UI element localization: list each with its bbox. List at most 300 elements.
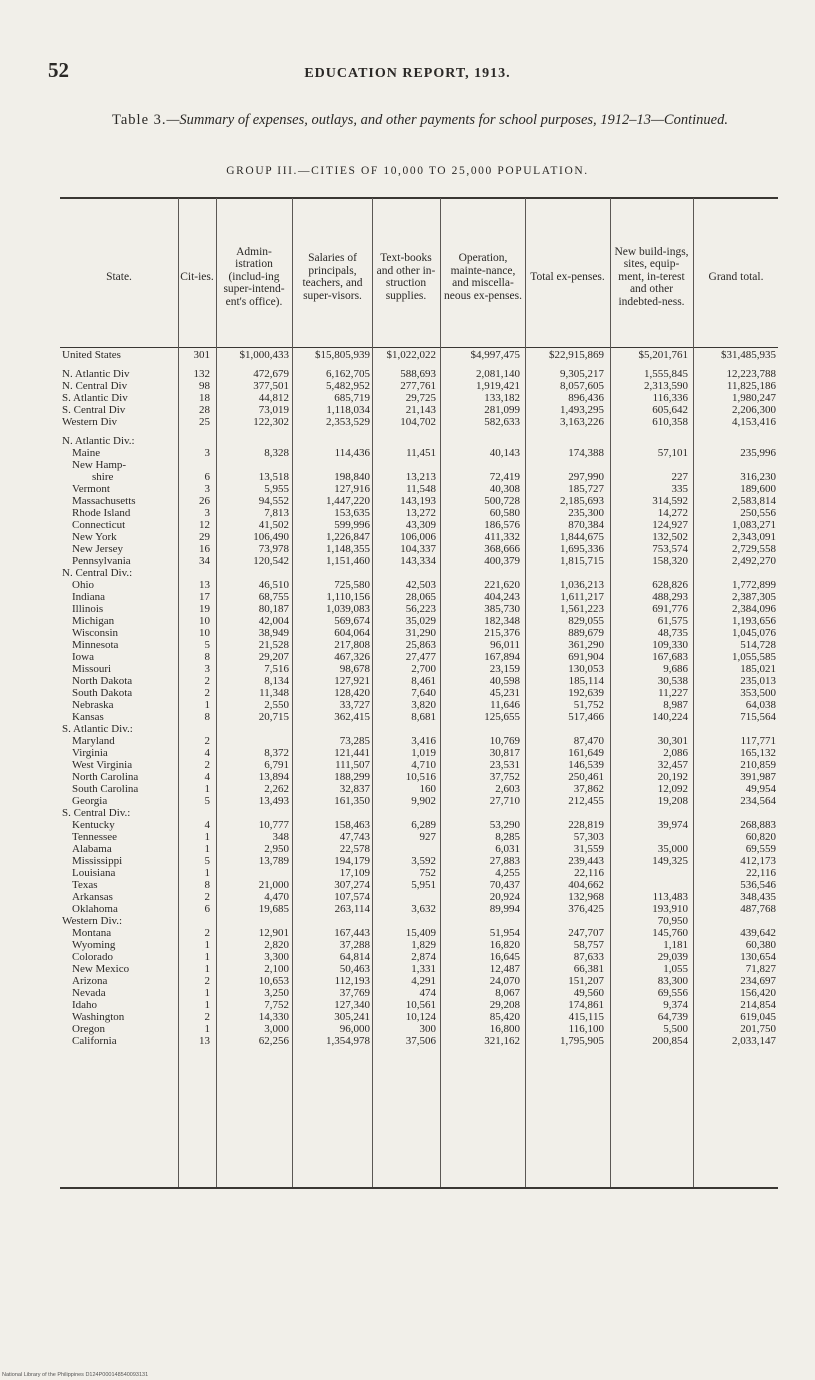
state-cell: New York: [72, 531, 117, 543]
state-cell: Michigan: [72, 615, 115, 627]
total-cell: 132,968: [568, 891, 604, 903]
salaries-cell: 17,109: [339, 867, 370, 879]
salaries-cell: 1,447,220: [326, 495, 370, 507]
total-cell: 57,303: [573, 831, 604, 843]
operation-cell: 45,231: [489, 687, 520, 699]
operation-cell: 500,728: [484, 495, 520, 507]
admin-cell: $1,000,433: [239, 349, 289, 361]
state-cell: North Dakota: [72, 675, 133, 687]
table-row: [0, 1023, 815, 1035]
operation-cell: 400,379: [484, 555, 520, 567]
total-cell: 297,990: [568, 471, 604, 483]
salaries-cell: 98,678: [339, 663, 370, 675]
operation-cell: 8,067: [495, 987, 520, 999]
operation-cell: 133,182: [484, 392, 520, 404]
salaries-cell: 112,193: [334, 975, 370, 987]
textbooks-cell: 1,019: [411, 747, 436, 759]
cities-cell: 2: [204, 735, 210, 747]
admin-cell: 106,490: [253, 531, 289, 543]
state-cell: Georgia: [72, 795, 108, 807]
total-cell: 87,633: [573, 951, 604, 963]
state-cell: shire: [92, 471, 114, 483]
grand-cell: 2,343,091: [732, 531, 776, 543]
textbooks-cell: 3,820: [411, 699, 436, 711]
salaries-cell: 305,241: [334, 1011, 370, 1023]
operation-cell: 167,894: [484, 651, 520, 663]
total-cell: 66,381: [573, 963, 604, 975]
operation-cell: 2,081,140: [476, 368, 520, 380]
table-row: [0, 879, 815, 891]
textbooks-cell: 42,503: [405, 579, 436, 591]
total-cell: 161,649: [568, 747, 604, 759]
total-cell: 151,207: [568, 975, 604, 987]
grand-cell: 1,980,247: [732, 392, 776, 404]
grand-cell: 514,728: [740, 639, 776, 651]
cities-cell: 25: [199, 416, 210, 428]
cities-cell: 1: [204, 987, 210, 999]
salaries-cell: 1,118,034: [326, 404, 370, 416]
grand-cell: 412,173: [740, 855, 776, 867]
cities-cell: 4: [204, 771, 210, 783]
total-cell: 9,305,217: [560, 368, 604, 380]
salaries-cell: 194,179: [334, 855, 370, 867]
admin-cell: 7,813: [264, 507, 289, 519]
admin-cell: 29,207: [258, 651, 289, 663]
grand-cell: 60,820: [745, 831, 776, 843]
table-caption: [70, 112, 770, 128]
grand-cell: 1,772,899: [732, 579, 776, 591]
textbooks-cell: 104,337: [400, 543, 436, 555]
table-body: [0, 349, 815, 1047]
cities-cell: 6: [204, 903, 210, 915]
state-cell: Arkansas: [72, 891, 113, 903]
header-state: State.: [106, 270, 132, 283]
salaries-cell: 114,436: [334, 447, 370, 459]
total-cell: 174,861: [568, 999, 604, 1011]
table-row: [0, 435, 815, 447]
new-buildings-cell: 57,101: [657, 447, 688, 459]
grand-cell: 64,038: [745, 699, 776, 711]
salaries-cell: 198,840: [334, 471, 370, 483]
textbooks-cell: 1,331: [411, 963, 436, 975]
operation-cell: 182,348: [484, 615, 520, 627]
cities-cell: 3: [204, 483, 210, 495]
grand-cell: 4,153,416: [732, 416, 776, 428]
admin-cell: 46,510: [258, 579, 289, 591]
admin-cell: 13,894: [258, 771, 289, 783]
textbooks-cell: 588,693: [400, 368, 436, 380]
grand-cell: 185,021: [740, 663, 776, 675]
cities-cell: 2: [204, 1011, 210, 1023]
header-rule: [60, 347, 778, 348]
grand-cell: 619,045: [740, 1011, 776, 1023]
admin-cell: 38,949: [258, 627, 289, 639]
new-buildings-cell: 132,502: [652, 531, 688, 543]
state-cell: S. Central Div: [62, 404, 126, 416]
table-row: [0, 747, 815, 759]
admin-cell: 7,752: [264, 999, 289, 1011]
admin-cell: 94,552: [258, 495, 289, 507]
admin-cell: 19,685: [258, 903, 289, 915]
total-cell: 896,436: [568, 392, 604, 404]
textbooks-cell: 143,334: [400, 555, 436, 567]
table-title: —Summary of expenses, outlays, and other payments for school purposes, 1912–13—Continued.: [166, 112, 728, 128]
total-cell: 31,559: [573, 843, 604, 855]
cities-cell: 3: [204, 663, 210, 675]
table-row: [0, 771, 815, 783]
row-spacer: [0, 361, 815, 368]
table-row: [0, 843, 815, 855]
total-cell: $22,915,869: [549, 349, 604, 361]
admin-cell: 3,300: [264, 951, 289, 963]
salaries-cell: $15,805,939: [315, 349, 370, 361]
grand-cell: 2,387,305: [732, 591, 776, 603]
total-cell: 1,695,336: [560, 543, 604, 555]
state-cell: N. Atlantic Div: [62, 368, 130, 380]
table-row: [0, 939, 815, 951]
state-cell: Connecticut: [72, 519, 126, 531]
state-cell: S. Atlantic Div: [62, 392, 128, 404]
cities-cell: 301: [193, 349, 210, 361]
table-row: [0, 687, 815, 699]
salaries-cell: 1,039,083: [326, 603, 370, 615]
state-cell: N. Central Div.:: [62, 567, 133, 579]
cities-cell: 2: [204, 759, 210, 771]
grand-cell: 156,420: [740, 987, 776, 999]
total-cell: 404,662: [568, 879, 604, 891]
operation-cell: 4,255: [495, 867, 520, 879]
grand-cell: 1,055,585: [732, 651, 776, 663]
state-cell: Nebraska: [72, 699, 114, 711]
total-cell: 1,844,675: [560, 531, 604, 543]
admin-cell: 21,528: [258, 639, 289, 651]
state-cell: Minnesota: [72, 639, 119, 651]
operation-cell: $4,997,475: [470, 349, 520, 361]
cities-cell: 1: [204, 1023, 210, 1035]
salaries-cell: 37,288: [339, 939, 370, 951]
total-cell: 185,727: [568, 483, 604, 495]
textbooks-cell: $1,022,022: [386, 349, 436, 361]
table-row: [0, 795, 815, 807]
total-cell: 1,036,213: [560, 579, 604, 591]
grand-cell: 487,768: [740, 903, 776, 915]
operation-cell: 16,800: [489, 1023, 520, 1035]
operation-cell: 85,420: [489, 1011, 520, 1023]
state-cell: S. Central Div.:: [62, 807, 131, 819]
admin-cell: 62,256: [258, 1035, 289, 1047]
admin-cell: 120,542: [253, 555, 289, 567]
textbooks-cell: 4,710: [411, 759, 436, 771]
salaries-cell: 307,274: [334, 879, 370, 891]
grand-cell: 60,380: [745, 939, 776, 951]
cities-cell: 3: [204, 447, 210, 459]
table-row: [0, 999, 815, 1011]
total-cell: 2,185,693: [560, 495, 604, 507]
operation-cell: 411,332: [484, 531, 520, 543]
new-buildings-cell: 605,642: [652, 404, 688, 416]
new-buildings-cell: 335: [671, 483, 688, 495]
new-buildings-cell: 200,854: [652, 1035, 688, 1047]
table-row: [0, 543, 815, 555]
cities-cell: 2: [204, 687, 210, 699]
new-buildings-cell: 30,538: [657, 675, 688, 687]
textbooks-cell: 474: [419, 987, 436, 999]
cities-cell: 2: [204, 891, 210, 903]
admin-cell: 3,250: [264, 987, 289, 999]
textbooks-cell: 28,065: [405, 591, 436, 603]
total-cell: 1,561,223: [560, 603, 604, 615]
state-cell: Texas: [72, 879, 98, 891]
textbooks-cell: 3,632: [411, 903, 436, 915]
new-buildings-cell: 314,592: [652, 495, 688, 507]
salaries-cell: 128,420: [334, 687, 370, 699]
salaries-cell: 73,285: [339, 735, 370, 747]
state-cell: California: [72, 1035, 117, 1047]
new-buildings-cell: 69,556: [657, 987, 688, 999]
total-cell: 250,461: [568, 771, 604, 783]
header-cities: Cit-ies.: [180, 270, 214, 283]
header-salaries: Salaries of principals, teachers, and super-visors.: [302, 252, 363, 302]
table-row: [0, 639, 815, 651]
state-cell: Western Div: [62, 416, 118, 428]
new-buildings-cell: 19,208: [657, 795, 688, 807]
grand-cell: 391,987: [740, 771, 776, 783]
new-buildings-cell: 109,330: [652, 639, 688, 651]
textbooks-cell: 11,548: [406, 483, 436, 495]
operation-cell: 404,243: [484, 591, 520, 603]
header-operation: Operation, mainte-nance, and miscella-neous ex-penses.: [444, 252, 522, 302]
operation-cell: 40,308: [489, 483, 520, 495]
header-textbooks: Text-books and other in-struction supplies.: [376, 252, 436, 302]
state-cell: Colorado: [72, 951, 113, 963]
table-row: [0, 759, 815, 771]
cities-cell: 98: [199, 380, 210, 392]
textbooks-cell: 27,477: [405, 651, 436, 663]
new-buildings-cell: 149,325: [652, 855, 688, 867]
table-row: [0, 699, 815, 711]
salaries-cell: 2,353,529: [326, 416, 370, 428]
table-label: Table 3.: [112, 112, 167, 128]
state-cell: N. Central Div: [62, 380, 128, 392]
salaries-cell: 161,350: [334, 795, 370, 807]
total-cell: 49,560: [573, 987, 604, 999]
operation-cell: 40,598: [489, 675, 520, 687]
salaries-cell: 6,162,705: [326, 368, 370, 380]
running-head: EDUCATION REPORT, 1913.: [304, 66, 511, 81]
salaries-cell: 47,743: [339, 831, 370, 843]
salaries-cell: 107,574: [334, 891, 370, 903]
operation-cell: 70,437: [489, 879, 520, 891]
table-row: [0, 987, 815, 999]
admin-cell: 8,372: [264, 747, 289, 759]
operation-cell: 29,208: [489, 999, 520, 1011]
textbooks-cell: 10,124: [405, 1011, 436, 1023]
new-buildings-cell: 2,086: [663, 747, 688, 759]
cities-cell: 4: [204, 747, 210, 759]
cities-cell: 5: [204, 795, 210, 807]
salaries-cell: 685,719: [334, 392, 370, 404]
total-cell: 361,290: [568, 639, 604, 651]
grand-cell: 536,546: [740, 879, 776, 891]
total-cell: 1,795,905: [560, 1035, 604, 1047]
salaries-cell: 1,110,156: [326, 591, 370, 603]
cities-cell: 1: [204, 699, 210, 711]
new-buildings-cell: 227: [671, 471, 688, 483]
salaries-cell: 121,441: [334, 747, 370, 759]
new-buildings-cell: 64,739: [657, 1011, 688, 1023]
table-row: [0, 867, 815, 879]
table-row: [0, 963, 815, 975]
state-cell: Pennsylvania: [72, 555, 131, 567]
operation-cell: 23,531: [489, 759, 520, 771]
state-cell: Idaho: [72, 999, 98, 1011]
total-cell: 870,384: [568, 519, 604, 531]
state-cell: New Jersey: [72, 543, 124, 555]
salaries-cell: 217,808: [334, 639, 370, 651]
salaries-cell: 1,226,847: [326, 531, 370, 543]
state-cell: United States: [62, 349, 121, 361]
cities-cell: 2: [204, 975, 210, 987]
operation-cell: 221,620: [484, 579, 520, 591]
state-cell: Maine: [72, 447, 101, 459]
operation-cell: 51,954: [489, 927, 520, 939]
state-cell: N. Atlantic Div.:: [62, 435, 135, 447]
admin-cell: 2,100: [264, 963, 289, 975]
admin-cell: 44,812: [258, 392, 289, 404]
textbooks-cell: 1,829: [411, 939, 436, 951]
table-row: [0, 891, 815, 903]
grand-cell: 71,827: [745, 963, 776, 975]
table-row: [0, 392, 815, 404]
salaries-cell: 5,482,952: [326, 380, 370, 392]
salaries-cell: 33,727: [339, 699, 370, 711]
total-cell: 212,455: [568, 795, 604, 807]
textbooks-cell: 3,592: [411, 855, 436, 867]
grand-cell: 130,654: [740, 951, 776, 963]
grand-cell: 165,132: [740, 747, 776, 759]
state-cell: Oklahoma: [72, 903, 118, 915]
operation-cell: 6,031: [495, 843, 520, 855]
total-cell: 1,611,217: [560, 591, 604, 603]
admin-cell: 42,004: [258, 615, 289, 627]
admin-cell: 6,791: [264, 759, 289, 771]
total-cell: 22,116: [574, 867, 604, 879]
admin-cell: 8,134: [264, 675, 289, 687]
grand-cell: 235,996: [740, 447, 776, 459]
table-bottom-rule: [60, 1187, 778, 1189]
cities-cell: 16: [199, 543, 210, 555]
salaries-cell: 263,114: [334, 903, 370, 915]
textbooks-cell: 10,561: [405, 999, 436, 1011]
textbooks-cell: 8,681: [411, 711, 436, 723]
state-cell: Vermont: [72, 483, 110, 495]
state-cell: South Dakota: [72, 687, 133, 699]
total-cell: 235,300: [568, 507, 604, 519]
total-cell: 87,470: [573, 735, 604, 747]
textbooks-cell: 2,700: [411, 663, 436, 675]
total-cell: 889,679: [568, 627, 604, 639]
textbooks-cell: 9,902: [411, 795, 436, 807]
salaries-cell: 167,443: [334, 927, 370, 939]
grand-cell: $31,485,935: [721, 349, 776, 361]
salaries-cell: 725,580: [334, 579, 370, 591]
salaries-cell: 1,354,978: [326, 1035, 370, 1047]
state-cell: Wisconsin: [72, 627, 118, 639]
grand-cell: 2,492,270: [732, 555, 776, 567]
cities-cell: 6: [204, 471, 210, 483]
state-cell: South Carolina: [72, 783, 139, 795]
textbooks-cell: 300: [419, 1023, 436, 1035]
grand-cell: 353,500: [740, 687, 776, 699]
total-cell: 130,053: [568, 663, 604, 675]
table-row: [0, 915, 815, 927]
salaries-cell: 32,837: [339, 783, 370, 795]
total-cell: 829,055: [568, 615, 604, 627]
table-row: [0, 783, 815, 795]
cities-cell: 28: [199, 404, 210, 416]
cities-cell: 8: [204, 651, 210, 663]
state-cell: Massachusetts: [72, 495, 136, 507]
salaries-cell: 362,415: [334, 711, 370, 723]
admin-cell: 10,777: [258, 819, 289, 831]
state-cell: Virginia: [72, 747, 108, 759]
operation-cell: 1,919,421: [476, 380, 520, 392]
admin-cell: 10,653: [258, 975, 289, 987]
admin-cell: 21,000: [258, 879, 289, 891]
salaries-cell: 569,674: [334, 615, 370, 627]
grand-cell: 49,954: [745, 783, 776, 795]
grand-cell: 69,559: [745, 843, 776, 855]
operation-cell: 40,143: [489, 447, 520, 459]
salaries-cell: 64,814: [339, 951, 370, 963]
new-buildings-cell: 29,039: [657, 951, 688, 963]
cities-cell: 1: [204, 867, 210, 879]
header-new-buildings: New build-ings, sites, equip-ment, in-terest and other indebted-ness.: [614, 245, 689, 308]
salaries-cell: 1,148,355: [326, 543, 370, 555]
admin-cell: 73,019: [258, 404, 289, 416]
textbooks-cell: 10,516: [405, 771, 436, 783]
table-row: [0, 495, 815, 507]
admin-cell: 2,950: [264, 843, 289, 855]
total-cell: 3,163,226: [560, 416, 604, 428]
table-row: [0, 807, 815, 819]
operation-cell: 125,655: [484, 711, 520, 723]
admin-cell: 5,955: [264, 483, 289, 495]
table-row: [0, 519, 815, 531]
table-row: [0, 603, 815, 615]
grand-cell: 117,771: [740, 735, 776, 747]
salaries-cell: 37,769: [339, 987, 370, 999]
new-buildings-cell: 12,092: [657, 783, 688, 795]
operation-cell: 281,099: [484, 404, 520, 416]
table-row: [0, 507, 815, 519]
total-cell: 239,443: [568, 855, 604, 867]
total-cell: 8,057,605: [560, 380, 604, 392]
table-row: [0, 615, 815, 627]
textbooks-cell: 11,451: [406, 447, 436, 459]
textbooks-cell: 43,309: [405, 519, 436, 531]
state-cell: Alabama: [72, 843, 112, 855]
textbooks-cell: 13,272: [405, 507, 436, 519]
new-buildings-cell: 14,272: [657, 507, 688, 519]
salaries-cell: 1,151,460: [326, 555, 370, 567]
textbooks-cell: 37,506: [405, 1035, 436, 1047]
new-buildings-cell: 2,313,590: [644, 380, 688, 392]
grand-cell: 250,556: [740, 507, 776, 519]
operation-cell: 96,011: [490, 639, 520, 651]
new-buildings-cell: 5,500: [663, 1023, 688, 1035]
state-cell: Indiana: [72, 591, 105, 603]
